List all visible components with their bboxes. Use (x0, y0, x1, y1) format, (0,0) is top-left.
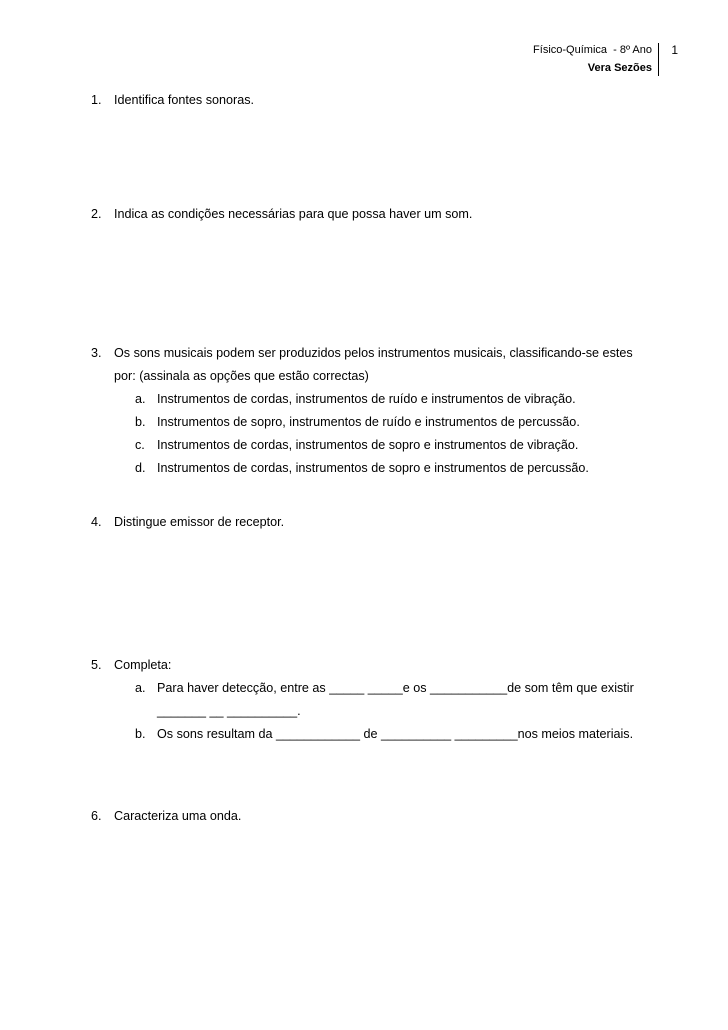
question-text: Indica as condições necessárias para que possa haver um som. (114, 207, 473, 221)
option-letter: b. (135, 415, 146, 429)
question-text: Identifica fontes sonoras. (114, 93, 255, 107)
option-d (135, 457, 651, 480)
option-letter: a. (135, 392, 146, 406)
question-text: Os sons musicais podem ser produzidos pelos instrumentos musicais, classificando-se estes por: (assinala as opções que estão correctas) (114, 346, 633, 383)
question-text: Caracteriza uma onda. (114, 809, 242, 823)
question-number: 5. (91, 658, 102, 672)
option-b (135, 411, 651, 434)
option-c (135, 434, 651, 457)
page-number: 1 (671, 43, 678, 57)
question-text: Distingue emissor de receptor. (114, 515, 285, 529)
item-a (135, 677, 651, 723)
item-text: Os sons resultam da ____________ de __________ _________nos meios materiais. (157, 727, 634, 741)
option-text: Instrumentos de cordas, instrumentos de ruído e instrumentos de vibração. (157, 392, 576, 406)
option-a (135, 388, 651, 411)
header-block (533, 43, 659, 76)
option-text: Instrumentos de cordas, instrumentos de sopro e instrumentos de percussão. (157, 461, 589, 475)
question-6 (91, 805, 651, 828)
question-1 (91, 89, 651, 112)
question-3 (91, 342, 651, 480)
option-text: Instrumentos de sopro, instrumentos de ruído e instrumentos de percussão. (157, 415, 580, 429)
question-number: 1. (91, 93, 102, 107)
question-5 (91, 654, 651, 746)
question-2 (91, 203, 651, 226)
author-name: Vera Sezões (587, 62, 652, 74)
question-number: 6. (91, 809, 102, 823)
item-text: Para haver detecção, entre as _____ _____e os ___________de som têm que existir _______ __ __________. (157, 681, 634, 718)
question-number: 2. (91, 207, 102, 221)
option-text: Instrumentos de cordas, instrumentos de sopro e instrumentos de vibração. (157, 438, 579, 452)
item-letter: a. (135, 681, 146, 695)
item-letter: b. (135, 727, 146, 741)
question-text: Completa: (114, 658, 172, 672)
question-4 (91, 511, 651, 534)
question-number: 3. (91, 346, 102, 360)
course-title: Físico-Química - 8º Ano (533, 44, 652, 56)
option-letter: d. (135, 461, 146, 475)
option-letter: c. (135, 438, 145, 452)
item-b (135, 723, 651, 746)
question-number: 4. (91, 515, 102, 529)
